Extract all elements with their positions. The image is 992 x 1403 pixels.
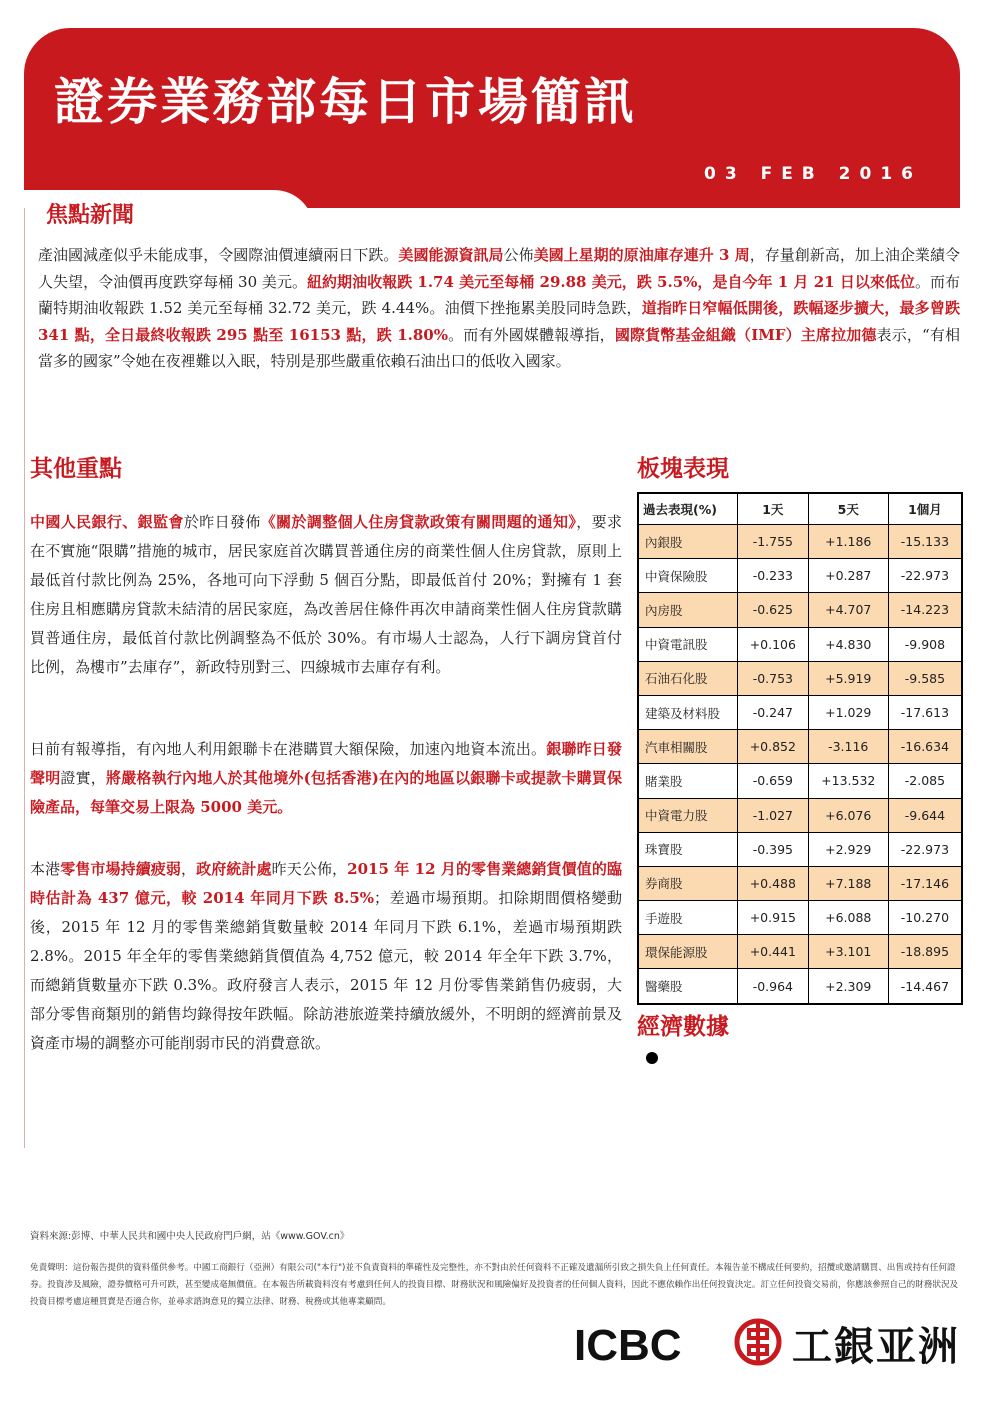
performance-cell: -15.133 [888, 525, 962, 559]
performance-cell: +3.101 [808, 935, 888, 969]
highlight-text: 零售市場持續疲弱 [60, 860, 182, 878]
table-row [638, 661, 962, 695]
body-text: 。而布蘭特期油收報跌 1.52 美元至每桶 32.72 美元，跌 4.44%。油價下挫拖累美股同時急跌， [38, 272, 960, 317]
bullet-point [646, 1052, 658, 1064]
table-row [638, 627, 962, 661]
sector-name-cell: 券商股 [638, 866, 738, 900]
highlight-text: 美國上星期的原油庫存連升 3 周 [533, 246, 750, 264]
sector-name-cell: 石油石化股 [638, 661, 738, 695]
table-row [638, 764, 962, 798]
table-header-row [638, 493, 962, 525]
performance-cell: -1.755 [738, 525, 809, 559]
performance-cell: +0.488 [738, 866, 809, 900]
page-title: 證券業務部每日市場簡訊 [54, 73, 637, 131]
highlight-text: 政府統計處 [196, 860, 272, 878]
highlight-text: 銀聯昨日發聲明 [30, 740, 622, 787]
performance-cell: -9.908 [888, 627, 962, 661]
table-body [638, 525, 962, 1004]
performance-cell: +5.919 [808, 661, 888, 695]
performance-cell: -0.233 [738, 559, 809, 593]
sector-name-cell: 內房股 [638, 593, 738, 627]
body-text: 昨天公佈， [271, 860, 348, 878]
table-row [638, 866, 962, 900]
table-row [638, 695, 962, 729]
performance-cell: +1.029 [808, 695, 888, 729]
economic-data-heading: 經濟數據 [637, 1014, 729, 1040]
performance-cell: -22.973 [888, 559, 962, 593]
sector-performance-heading: 板塊表現 [637, 456, 729, 482]
performance-cell: -14.467 [888, 969, 962, 1004]
performance-cell: +4.707 [808, 593, 888, 627]
performance-cell: +6.076 [808, 798, 888, 832]
body-text: 本港 [30, 860, 61, 878]
performance-cell: +4.830 [808, 627, 888, 661]
performance-cell: -0.247 [738, 695, 809, 729]
column-header: 過去表現(%) [638, 493, 738, 525]
highlight-text: 2015 年 12 月的零售業總銷貨價值的臨時估計為 437 億元，較 2014 年同月下跌 8.5% [30, 860, 622, 907]
performance-cell: +2.929 [808, 832, 888, 866]
performance-cell: -0.625 [738, 593, 809, 627]
performance-cell: -9.644 [888, 798, 962, 832]
logo-brand-cn: 工銀亚洲 [792, 1324, 960, 1370]
highlight-text: 道指昨日窄幅低開後，跌幅逐步擴大，最多曾跌 341 點，全日最終收報跌 295 點至 16153 點，跌 1.80% [38, 299, 960, 344]
header-banner [24, 28, 960, 208]
table-row [638, 593, 962, 627]
performance-cell: +7.188 [808, 866, 888, 900]
report-date: 03 FEB 2016 [704, 164, 922, 184]
sector-name-cell: 賭業股 [638, 764, 738, 798]
disclaimer-text: 免責聲明：這份報告提供的資料僅供參考。中國工商銀行（亞洲）有限公司("本行")並不負責資料的準確性及完整性，亦不對由於任何資料不正確及遺漏所引致之損失負上任何責任。本報告並不構成任何要約，招攬或邀請購買、出售或持有任何證券。投資涉及風險，證券價格可升可跌，甚至變成毫無價值。在本報告所載資料沒有考慮到任何人的投資目標、財務狀況和風險偏好及投資者的任何個人資料，因此不應依賴作出任何投資決定。訂立任何投資交易前，你應該參照自己的財務狀況及投資目標考慮這種買賣是否適合你，並尋求諮詢意見的獨立法律、財務、稅務或其他專業顧問。 [30, 1263, 959, 1307]
performance-cell: -2.085 [888, 764, 962, 798]
performance-cell: +0.441 [738, 935, 809, 969]
table-row [638, 559, 962, 593]
performance-cell: +0.852 [738, 730, 809, 764]
left-divider [24, 208, 25, 1148]
performance-cell: -0.395 [738, 832, 809, 866]
performance-cell: -1.027 [738, 798, 809, 832]
highlight-text: 《關於調整個人住房貸款政策有關問題的通知》 [260, 513, 577, 531]
sector-name-cell: 內銀股 [638, 525, 738, 559]
sector-name-cell: 汽車相關股 [638, 730, 738, 764]
icbc-emblem-icon [737, 1321, 779, 1363]
performance-cell: -0.964 [738, 969, 809, 1004]
table-row [638, 798, 962, 832]
body-text: 產油國減產似乎未能成事，令國際油價連續兩日下跌。 [38, 246, 399, 264]
performance-cell: -9.585 [888, 661, 962, 695]
table-row [638, 525, 962, 559]
sector-name-cell: 醫藥股 [638, 969, 738, 1004]
performance-cell: -17.613 [888, 695, 962, 729]
data-source: 資料來源:彭博、中華人民共和國中央人民政府門戶網，站《www.GOV.cn》 [30, 1231, 350, 1242]
sector-name-cell: 手遊股 [638, 901, 738, 935]
icbc-logo [574, 1314, 962, 1370]
highlight-text: 將嚴格執行內地人於其他境外(包括香港)在內的地區以銀聯卡或提款卡購買保險產品，每筆交易上限為 5000 美元。 [30, 769, 622, 816]
performance-cell: -16.634 [888, 730, 962, 764]
performance-cell: +0.915 [738, 901, 809, 935]
body-text: ， [181, 860, 197, 878]
sector-name-cell: 環保能源股 [638, 935, 738, 969]
body-text: 公佈 [503, 246, 534, 264]
performance-cell: +6.088 [808, 901, 888, 935]
focus-news-text [38, 242, 960, 375]
sector-name-cell: 建築及材料股 [638, 695, 738, 729]
other-highlights-heading: 其他重點 [30, 456, 122, 482]
body-text: ，要求在不實施“限購”措施的城市，居民家庭首次購買普通住房的商業性個人住房貸款，原則上最低首付款比例為 25%，各地可向下浮動 5 個百分點，即最低首付 20%；對擁有 1 套住房且相應購房貸款未結清的居民家庭，為改善居住條件再次申請商業性個人住房貸款購買普通住房，最低首付款比例調整為不低於 30%。有市場人士認為，人行下調房貸首付比例，為樓市”去庫存”，新政特別對三、四線城市去庫存有利。 [30, 513, 622, 676]
performance-cell: -0.659 [738, 764, 809, 798]
focus-news-heading: 焦點新聞 [46, 203, 135, 228]
highlight-text: 中國人民銀行、銀監會 [30, 513, 184, 531]
sector-name-cell: 中資保險股 [638, 559, 738, 593]
column-header: 1個月 [888, 493, 962, 525]
body-text: 於昨日發佈 [183, 513, 261, 531]
performance-cell: -0.753 [738, 661, 809, 695]
table-row [638, 832, 962, 866]
column-header: 5天 [808, 493, 888, 525]
body-text: ；差過市場預期。扣除期間價格變動後，2015 年 12 月的零售業總銷貨數量較 2014 年同月下跌 6.1%，差過市場預期跌 2.8%。2015 年全年的零售業總銷貨價值為 4,752 億元，較 2014 年全年下跌 3.7%，而總銷貨數量亦下跌 0.3%。政府發言人表示，2015 年 12 月份零售業銷售仍疲弱，大部分零售商類別的銷售均錄得按年跌幅。除訪港旅遊業持續放緩外，不明朗的經濟前景及資產市場的調整亦可能削弱市民的消費意欲。 [30, 889, 622, 1052]
highlight-text: 紐約期油收報跌 1.74 美元至每桶 29.88 美元，跌 5.5%，是自今年 1 月 21 日以來低位 [307, 272, 915, 291]
performance-cell: +0.287 [808, 559, 888, 593]
sector-performance-table [637, 492, 963, 1005]
body-text: 。而有外國媒體報導指， [447, 325, 615, 344]
performance-cell: -22.973 [888, 832, 962, 866]
pboc-mortgage-paragraph [30, 508, 622, 682]
sector-name-cell: 珠寶股 [638, 832, 738, 866]
performance-cell: +0.106 [738, 627, 809, 661]
performance-cell: +13.532 [808, 764, 888, 798]
performance-cell: -17.146 [888, 866, 962, 900]
table-row [638, 730, 962, 764]
performance-cell: -14.223 [888, 593, 962, 627]
unionpay-paragraph [30, 735, 622, 822]
table-row [638, 901, 962, 935]
column-header: 1天 [738, 493, 809, 525]
performance-cell: +1.186 [808, 525, 888, 559]
logo-brand-en: ICBC [574, 1321, 682, 1370]
body-text: ，存量創新高，加上油企業績令人失望，令油價再度跌穿每桶 30 美元。 [38, 246, 960, 291]
body-text: 日前有報導指，有內地人利用銀聯卡在港購買大額保險，加速內地資本流出。 [30, 740, 547, 758]
retail-sales-paragraph [30, 855, 622, 1058]
highlight-text: 國際貨幣基金組織（IMF）主席拉加德 [614, 325, 877, 344]
highlight-text: 美國能源資訊局 [398, 246, 504, 264]
performance-cell: +2.309 [808, 969, 888, 1004]
performance-cell: -18.895 [888, 935, 962, 969]
performance-cell: -10.270 [888, 901, 962, 935]
sector-name-cell: 中資電力股 [638, 798, 738, 832]
performance-cell: -3.116 [808, 730, 888, 764]
sector-name-cell: 中資電訊股 [638, 627, 738, 661]
table-row [638, 935, 962, 969]
table-row [638, 969, 962, 1004]
body-text: 表示，“有相當多的國家”令她在夜裡難以入眠，特別是那些嚴重依賴石油出口的低收入國家。 [38, 325, 960, 370]
body-text: 證實， [60, 769, 107, 787]
